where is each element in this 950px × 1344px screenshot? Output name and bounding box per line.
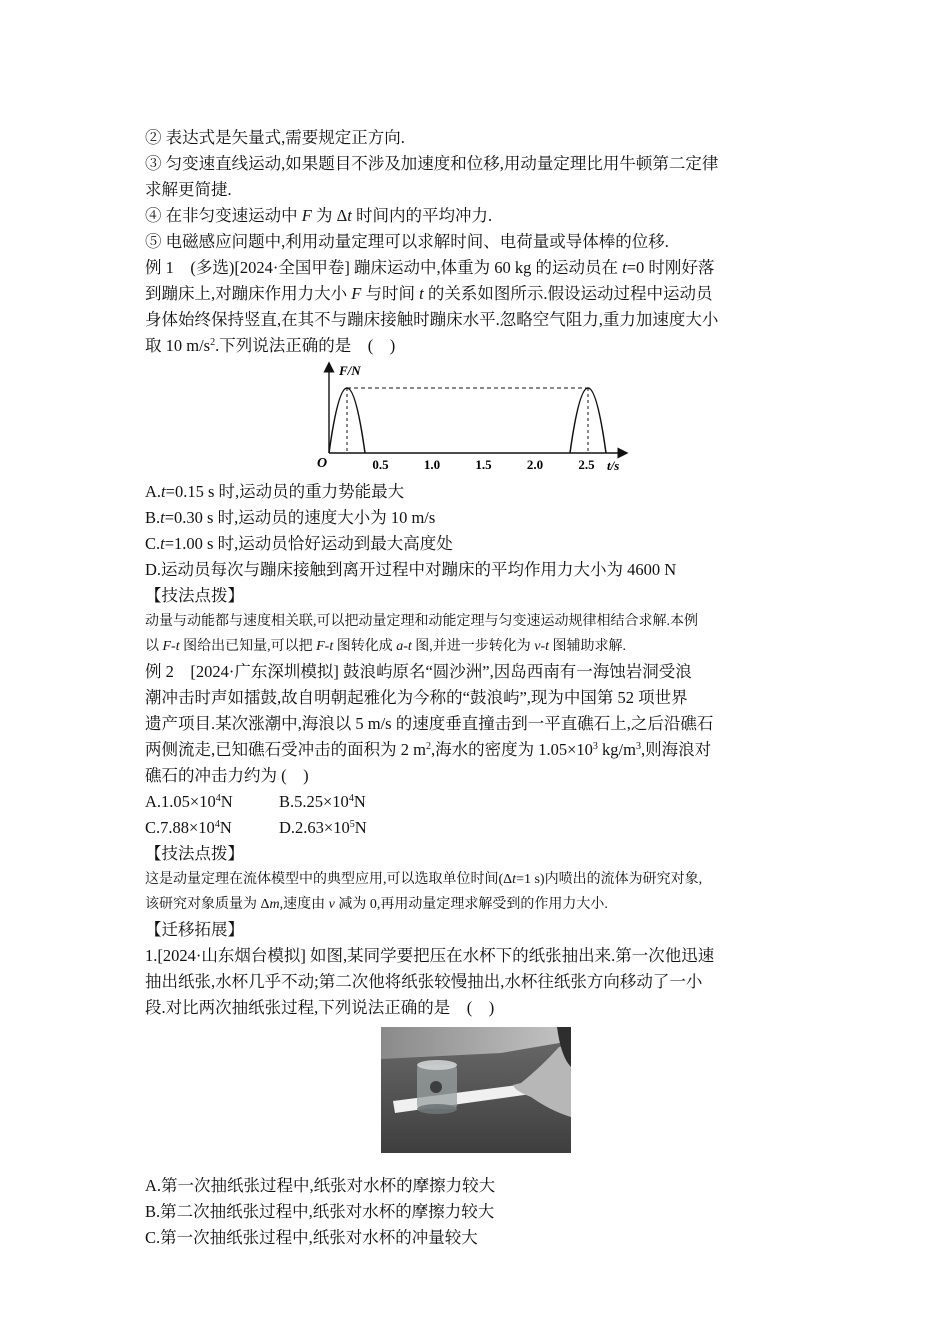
t: 图给出已知量,可以把 (179, 639, 317, 654)
x-tick-label: 2.5 (578, 457, 595, 471)
t: 图,并进一步转化为 (411, 639, 535, 654)
superscript: 4 (348, 793, 354, 804)
superscript: 4 (214, 819, 220, 830)
example-2-line4 (145, 737, 815, 763)
ex2-option-d (279, 815, 367, 841)
t: 【技法点拨】 (145, 586, 244, 605)
example-2-line2 (145, 685, 815, 711)
point-3-cont (145, 177, 815, 203)
t: C.7.88×10 (145, 818, 215, 837)
var-F: F (301, 206, 312, 225)
t: 身体始终保持竖直,在其不与蹦床接触时蹦床水平.忽略空气阻力,重力加速度大小 (145, 310, 719, 329)
var-v: v (328, 897, 335, 912)
t: A.第一次抽纸张过程中,纸张对水杯的摩擦力较大 (145, 1176, 496, 1195)
point-5 (145, 229, 815, 255)
t: A. (145, 482, 162, 501)
t: ,速度由 (279, 897, 329, 912)
ex1-option-d (145, 557, 815, 583)
t: B.第二次抽纸张过程中,纸张对水杯的摩擦力较大 (145, 1202, 495, 1221)
tip-1-line2 (145, 634, 815, 659)
t: C.第一次抽纸张过程中,纸张对水杯的冲量较大 (145, 1228, 478, 1247)
t: 抽出纸张,水杯几乎不动;第二次他将纸张较慢抽出,水杯往纸张方向移动了一小 (145, 972, 703, 991)
document-page (145, 125, 815, 1251)
example-1-line4 (145, 333, 815, 359)
x-axis-label: t/s (607, 458, 620, 471)
t: 例 1 (多选)[2024·全国甲卷] 蹦床运动中,体重为 60 kg 的运动员在 (145, 258, 623, 277)
origin-label: O (317, 456, 328, 471)
tip-1-title (145, 583, 815, 609)
q1-option-c (145, 1225, 815, 1251)
t: B. (145, 508, 161, 527)
point-2-text: ② 表达式是矢量式,需要规定正方向. (145, 128, 405, 147)
t: 为 Δ (311, 206, 348, 225)
var-t: t (347, 206, 352, 225)
ex1-option-c (145, 531, 815, 557)
tip-2-line1 (145, 867, 815, 892)
superscript: 3 (635, 741, 641, 752)
t: C. (145, 534, 161, 553)
x-tick-labels (372, 457, 595, 471)
t: =0.30 s 时,运动员的速度大小为 10 m/s (164, 508, 436, 527)
t: 的关系如图所示.假设运动过程中运动员 (423, 284, 713, 303)
q1-line1 (145, 943, 815, 969)
t: 例 2 [2024·广东深圳模拟] 鼓浪屿原名“圆沙洲”,因岛西南有一海蚀岩洞受浪 (145, 662, 692, 681)
x-tick-label: 2.0 (526, 457, 544, 471)
t: ,则海浪对 (640, 740, 712, 759)
var-t: t (160, 508, 165, 527)
q1-option-a (145, 1173, 815, 1199)
q1-line3 (145, 995, 815, 1021)
var-t: t (161, 482, 166, 501)
ex2-options-row1 (145, 789, 815, 815)
t: 潮冲击时声如擂鼓,故自明朝起雅化为今称的“鼓浪屿”,现为中国第 52 项世界 (145, 688, 688, 707)
t: 以 (145, 639, 163, 654)
point-3-cont-text: 求解更简捷. (145, 180, 232, 199)
example-2-line5 (145, 763, 815, 789)
ex2-option-a (145, 789, 279, 815)
cup-on-paper-photo (381, 1027, 571, 1153)
t: kg/m (597, 740, 636, 759)
t: 这是动量定理在流体模型中的典型应用,可以选取单位时间(Δ (145, 872, 513, 887)
t: 到蹦床上,对蹦床作用力大小 (145, 284, 352, 303)
t: D.2.63×10 (279, 818, 350, 837)
t: =1.00 s 时,运动员恰好运动到最大高度处 (164, 534, 453, 553)
t: 取 10 m/s (145, 336, 211, 355)
force-time-graph (317, 361, 637, 471)
ex2-option-b (279, 789, 366, 815)
t: =1 s)内喷出的流体为研究对象, (516, 872, 703, 887)
var-t: t (622, 258, 627, 277)
superscript: 3 (592, 741, 598, 752)
t: 图辅助求解. (549, 639, 627, 654)
ex2-options-row2 (145, 815, 815, 841)
q1-line2 (145, 969, 815, 995)
t: 两侧流走,已知礁石受冲击的面积为 2 m (145, 740, 426, 759)
example-1-line2 (145, 281, 815, 307)
ex1-option-b (145, 505, 815, 531)
t: 礁石的冲击力约为 ( ) (145, 766, 309, 785)
point-3-text: ③ 匀变速直线运动,如果题目不涉及加速度和位移,用动量定理比用牛顿第二定律 (145, 154, 719, 173)
point-2 (145, 125, 815, 151)
var-m: m (269, 897, 280, 912)
t: ,海水的密度为 1.05×10 (430, 740, 593, 759)
t: 遗产项目.某次涨潮中,海浪以 5 m/s 的速度垂直撞击到一平直礁石上,之后沿礁石 (145, 714, 714, 733)
point-5-text: ⑤ 电磁感应问题中,利用动量定理可以求解时间、电荷量或导体棒的位移. (145, 232, 669, 251)
var-vt: v-t (534, 639, 550, 654)
x-tick-label: 1.0 (423, 457, 441, 471)
var-F: F (351, 284, 362, 303)
t: =0 时刚好落 (626, 258, 715, 277)
extension-title (145, 917, 815, 943)
y-axis-label: F/N (339, 363, 361, 378)
tip-1-line1 (145, 609, 815, 634)
q1-option-b (145, 1199, 815, 1225)
t: =0.15 s 时,运动员的重力势能最大 (165, 482, 405, 501)
ex2-option-c (145, 815, 279, 841)
t: N (353, 792, 366, 811)
var-t: t (419, 284, 424, 303)
point-3 (145, 151, 815, 177)
t: A.1.05×10 (145, 792, 216, 811)
x-tick-label: 0.5 (372, 457, 389, 471)
var-ft: F-t (316, 639, 334, 654)
superscript: 2 (425, 741, 431, 752)
t: N (220, 792, 233, 811)
t: 【技法点拨】 (145, 844, 244, 863)
t: N (354, 818, 367, 837)
tip-2-line2 (145, 892, 815, 917)
example-2-line1 (145, 659, 815, 685)
tip-2-title (145, 841, 815, 867)
example-1-line1 (145, 255, 815, 281)
example-1-line3 (145, 307, 815, 333)
t: 段.对比两次抽纸张过程,下列说法正确的是 ( ) (145, 998, 495, 1017)
var-t: t (160, 534, 165, 553)
var-at: a-t (396, 639, 412, 654)
t: B.5.25×10 (279, 792, 349, 811)
t: 减为 0,再用动量定理求解受到的作用力大小. (334, 897, 608, 912)
ex1-option-a (145, 479, 815, 505)
superscript: 2 (210, 337, 216, 348)
var-t: t (512, 872, 517, 887)
t: 与时间 (361, 284, 420, 303)
t: 该研究对象质量为 Δ (145, 897, 270, 912)
t: .下列说法正确的是 ( ) (215, 336, 396, 355)
superscript: 5 (349, 819, 355, 830)
x-tick-label: 1.5 (475, 457, 492, 471)
t: 1.[2024·山东烟台模拟] 如图,某同学要把压在水杯下的纸张抽出来.第一次他迅速 (145, 946, 715, 965)
t: 图转化成 (333, 639, 397, 654)
t: D.运动员每次与蹦床接触到离开过程中对蹦床的平均作用力大小为 4600 N (145, 560, 677, 579)
superscript: 4 (215, 793, 221, 804)
var-ft: F-t (162, 639, 180, 654)
example-2-line3 (145, 711, 815, 737)
t: N (219, 818, 232, 837)
point-4 (145, 203, 815, 229)
t: 时间内的平均冲力. (351, 206, 493, 225)
t: 【迁移拓展】 (145, 920, 244, 939)
t: 动量与动能都与速度相关联,可以把动量定理和动能定理与匀变速运动规律相结合求解.本例 (145, 614, 698, 629)
t: ④ 在非匀变速运动中 (145, 206, 302, 225)
